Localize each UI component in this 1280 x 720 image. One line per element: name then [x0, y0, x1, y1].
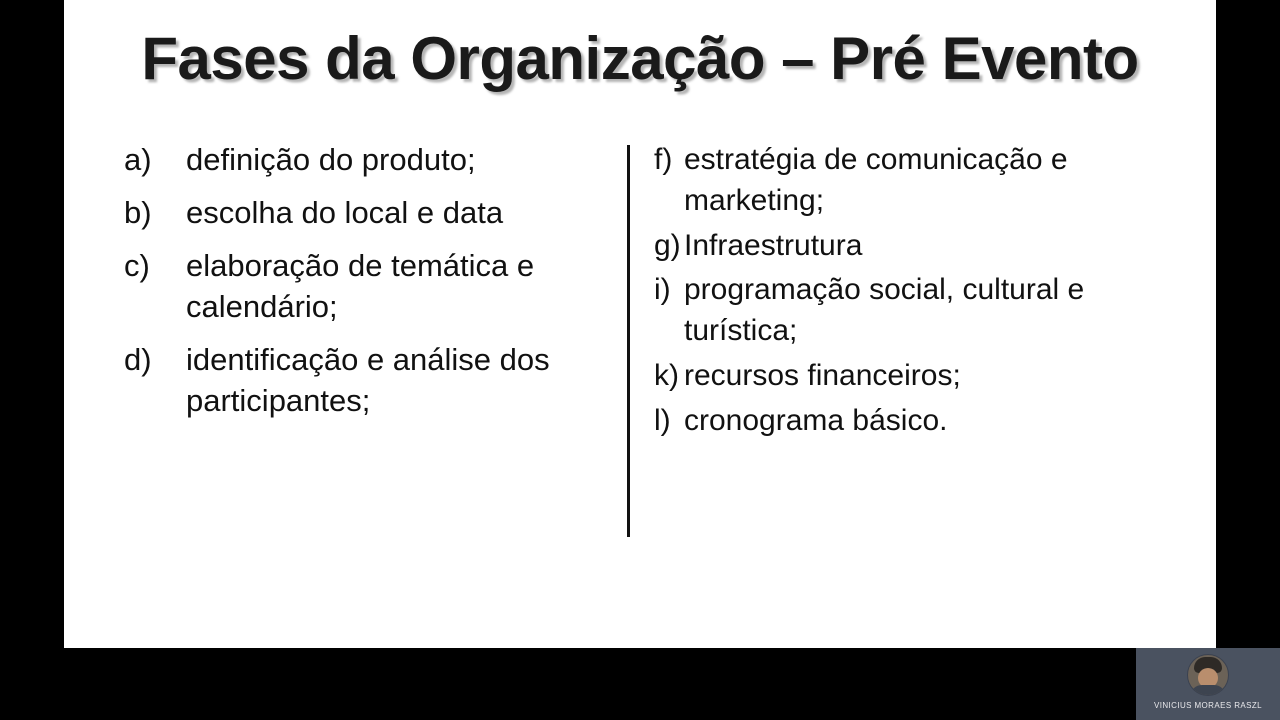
column-divider: [627, 145, 630, 537]
list-item: [124, 340, 614, 422]
list-item-marker: k): [654, 358, 679, 392]
slide-content-columns: [64, 140, 1216, 560]
slide-title: Fases da Organização – Pré Evento: [141, 25, 1139, 92]
list-item-marker: b): [124, 194, 152, 230]
list-item: [654, 140, 1184, 222]
list-item-marker: l): [654, 403, 671, 437]
list-item-label: escolha do local e data: [186, 194, 504, 230]
list-item-label: elaboração de temática e calendário;: [186, 247, 535, 324]
list-item-marker: a): [124, 142, 152, 177]
list-item-marker: d): [124, 341, 152, 377]
list-item: [654, 356, 1184, 397]
list-item-label: estratégia de comunicação e marketing;: [684, 143, 1068, 217]
list-item-label: programação social, cultural e turística;: [684, 273, 1085, 348]
list-item-marker: c): [124, 247, 150, 283]
list-item-label: identificação e análise dos participantes;: [186, 341, 550, 418]
list-item: [654, 270, 1184, 352]
left-list-column: [124, 140, 614, 433]
list-item: [654, 401, 1184, 442]
avatar-body: [1190, 685, 1226, 696]
list-item-label: Infraestrutura: [684, 228, 863, 262]
list-item: [124, 140, 614, 181]
list-item: [124, 246, 614, 328]
list-item-label: recursos financeiros;: [684, 358, 961, 392]
list-item-marker: i): [654, 273, 671, 307]
participant-name-label: VINICIUS MORAES RASZL: [1154, 701, 1262, 710]
avatar: [1187, 654, 1229, 696]
webcam-thumbnail[interactable]: [1136, 648, 1280, 720]
list-item: [654, 226, 1184, 267]
list-item-marker: g): [654, 228, 681, 262]
list-item: [124, 193, 614, 234]
slide-canvas: [64, 0, 1216, 648]
list-item-marker: f): [654, 143, 673, 176]
right-list-column: [654, 140, 1184, 446]
list-item-label: cronograma básico.: [684, 403, 948, 437]
list-item-label: definição do produto;: [186, 142, 476, 177]
